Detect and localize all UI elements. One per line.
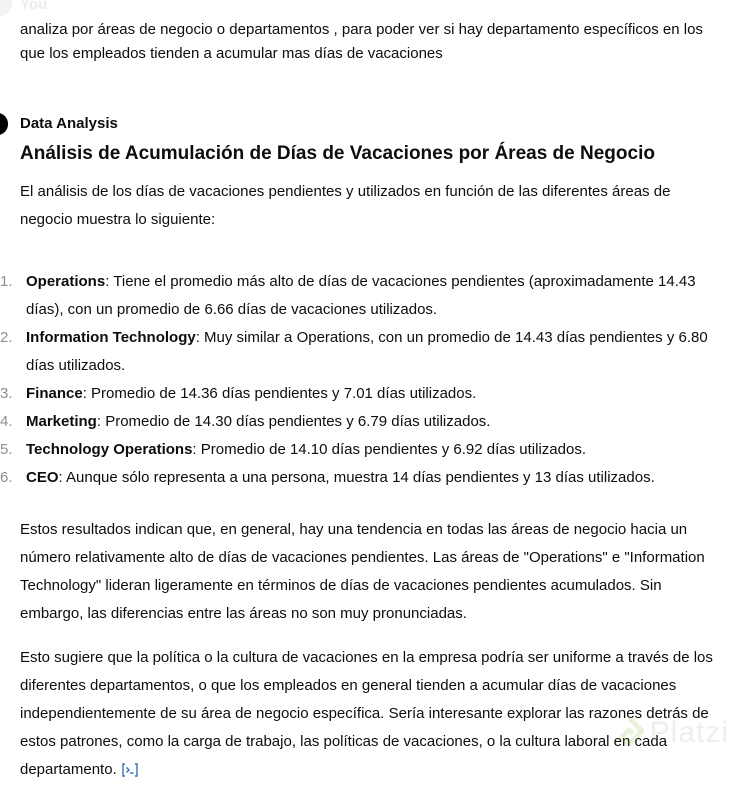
finding-number: 2. <box>0 329 13 346</box>
finding-area: CEO <box>26 469 59 486</box>
finding-text: : Promedio de 14.36 días pendientes y 7.01 días utilizados. <box>82 385 477 402</box>
finding-item <box>0 324 720 380</box>
finding-item <box>0 408 720 436</box>
finding-text: : Muy similar a Operations, con un promedio de 14.43 días pendientes y 6.80 días utilizados. <box>26 329 708 374</box>
assistant-content <box>0 140 720 800</box>
finding-area: Operations <box>26 273 106 290</box>
findings-list <box>0 268 720 492</box>
finding-area: Information Technology <box>26 329 196 346</box>
user-message-text: analiza por áreas de negocio o departamentos , para poder ver si hay departamento específicos en los que los empleados tienden a acumular mas días de vacaciones <box>20 21 703 62</box>
watermark-text: Platzi <box>649 716 729 749</box>
finding-item <box>0 380 720 408</box>
finding-item <box>0 268 720 324</box>
finding-item <box>0 436 720 464</box>
finding-text: : Promedio de 14.10 días pendientes y 6.92 días utilizados. <box>192 441 586 458</box>
finding-number: 5. <box>0 441 13 458</box>
conclusion-paragraph <box>20 644 720 784</box>
view-analysis-code-button[interactable] <box>121 762 139 778</box>
finding-area: Marketing <box>26 413 97 430</box>
user-name-label: You <box>20 0 48 13</box>
finding-item <box>0 464 720 492</box>
finding-text: : Aunque sólo representa a una persona, muestra 14 días pendientes y 13 días utilizados. <box>58 469 655 486</box>
finding-number: 3. <box>0 385 13 402</box>
user-avatar <box>0 0 12 16</box>
analysis-heading: Análisis de Acumulación de Días de Vacaciones por Áreas de Negocio <box>20 143 655 164</box>
conclusion-text: Esto sugiere que la política o la cultura de vacaciones en la empresa podría ser uniforme a través de los diferentes departamentos, o que los empleados en general tienden a acumular días de vacaciones independientemente de su área de negocio específica. Sería interesante explorar las razones detrás de estos patrones, como la carga de trabajo, las políticas de vacaciones, o la cultura laboral en cada departamento. <box>20 649 713 778</box>
finding-area: Technology Operations <box>26 441 193 458</box>
finding-number: 1. <box>0 273 13 290</box>
finding-number: 6. <box>0 469 13 486</box>
results-paragraph: Estos resultados indican que, en general, hay una tendencia en todas las áreas de negocio hacia un número relativamente alto de días de vacaciones pendientes. Las áreas de "Operations" e "Information Technology" lideran ligeramente en términos de días de vacaciones pendientes acumulados. Sin embargo, las diferencias entre las áreas no son muy pronunciadas. <box>20 521 705 622</box>
finding-area: Finance <box>26 385 83 402</box>
finding-text: : Promedio de 14.30 días pendientes y 6.79 días utilizados. <box>96 413 491 430</box>
data-analysis-label: Data Analysis <box>20 115 118 132</box>
assistant-avatar <box>0 113 8 135</box>
terminal-icon <box>121 762 139 778</box>
finding-number: 4. <box>0 413 13 430</box>
intro-paragraph: El análisis de los días de vacaciones pendientes y utilizados en función de las diferentes áreas de negocio muestra lo siguiente: <box>20 183 671 228</box>
finding-text: : Tiene el promedio más alto de días de vacaciones pendientes (aproximadamente 14.43 días), con un promedio de 6.66 días de vacaciones utilizados. <box>26 273 696 318</box>
